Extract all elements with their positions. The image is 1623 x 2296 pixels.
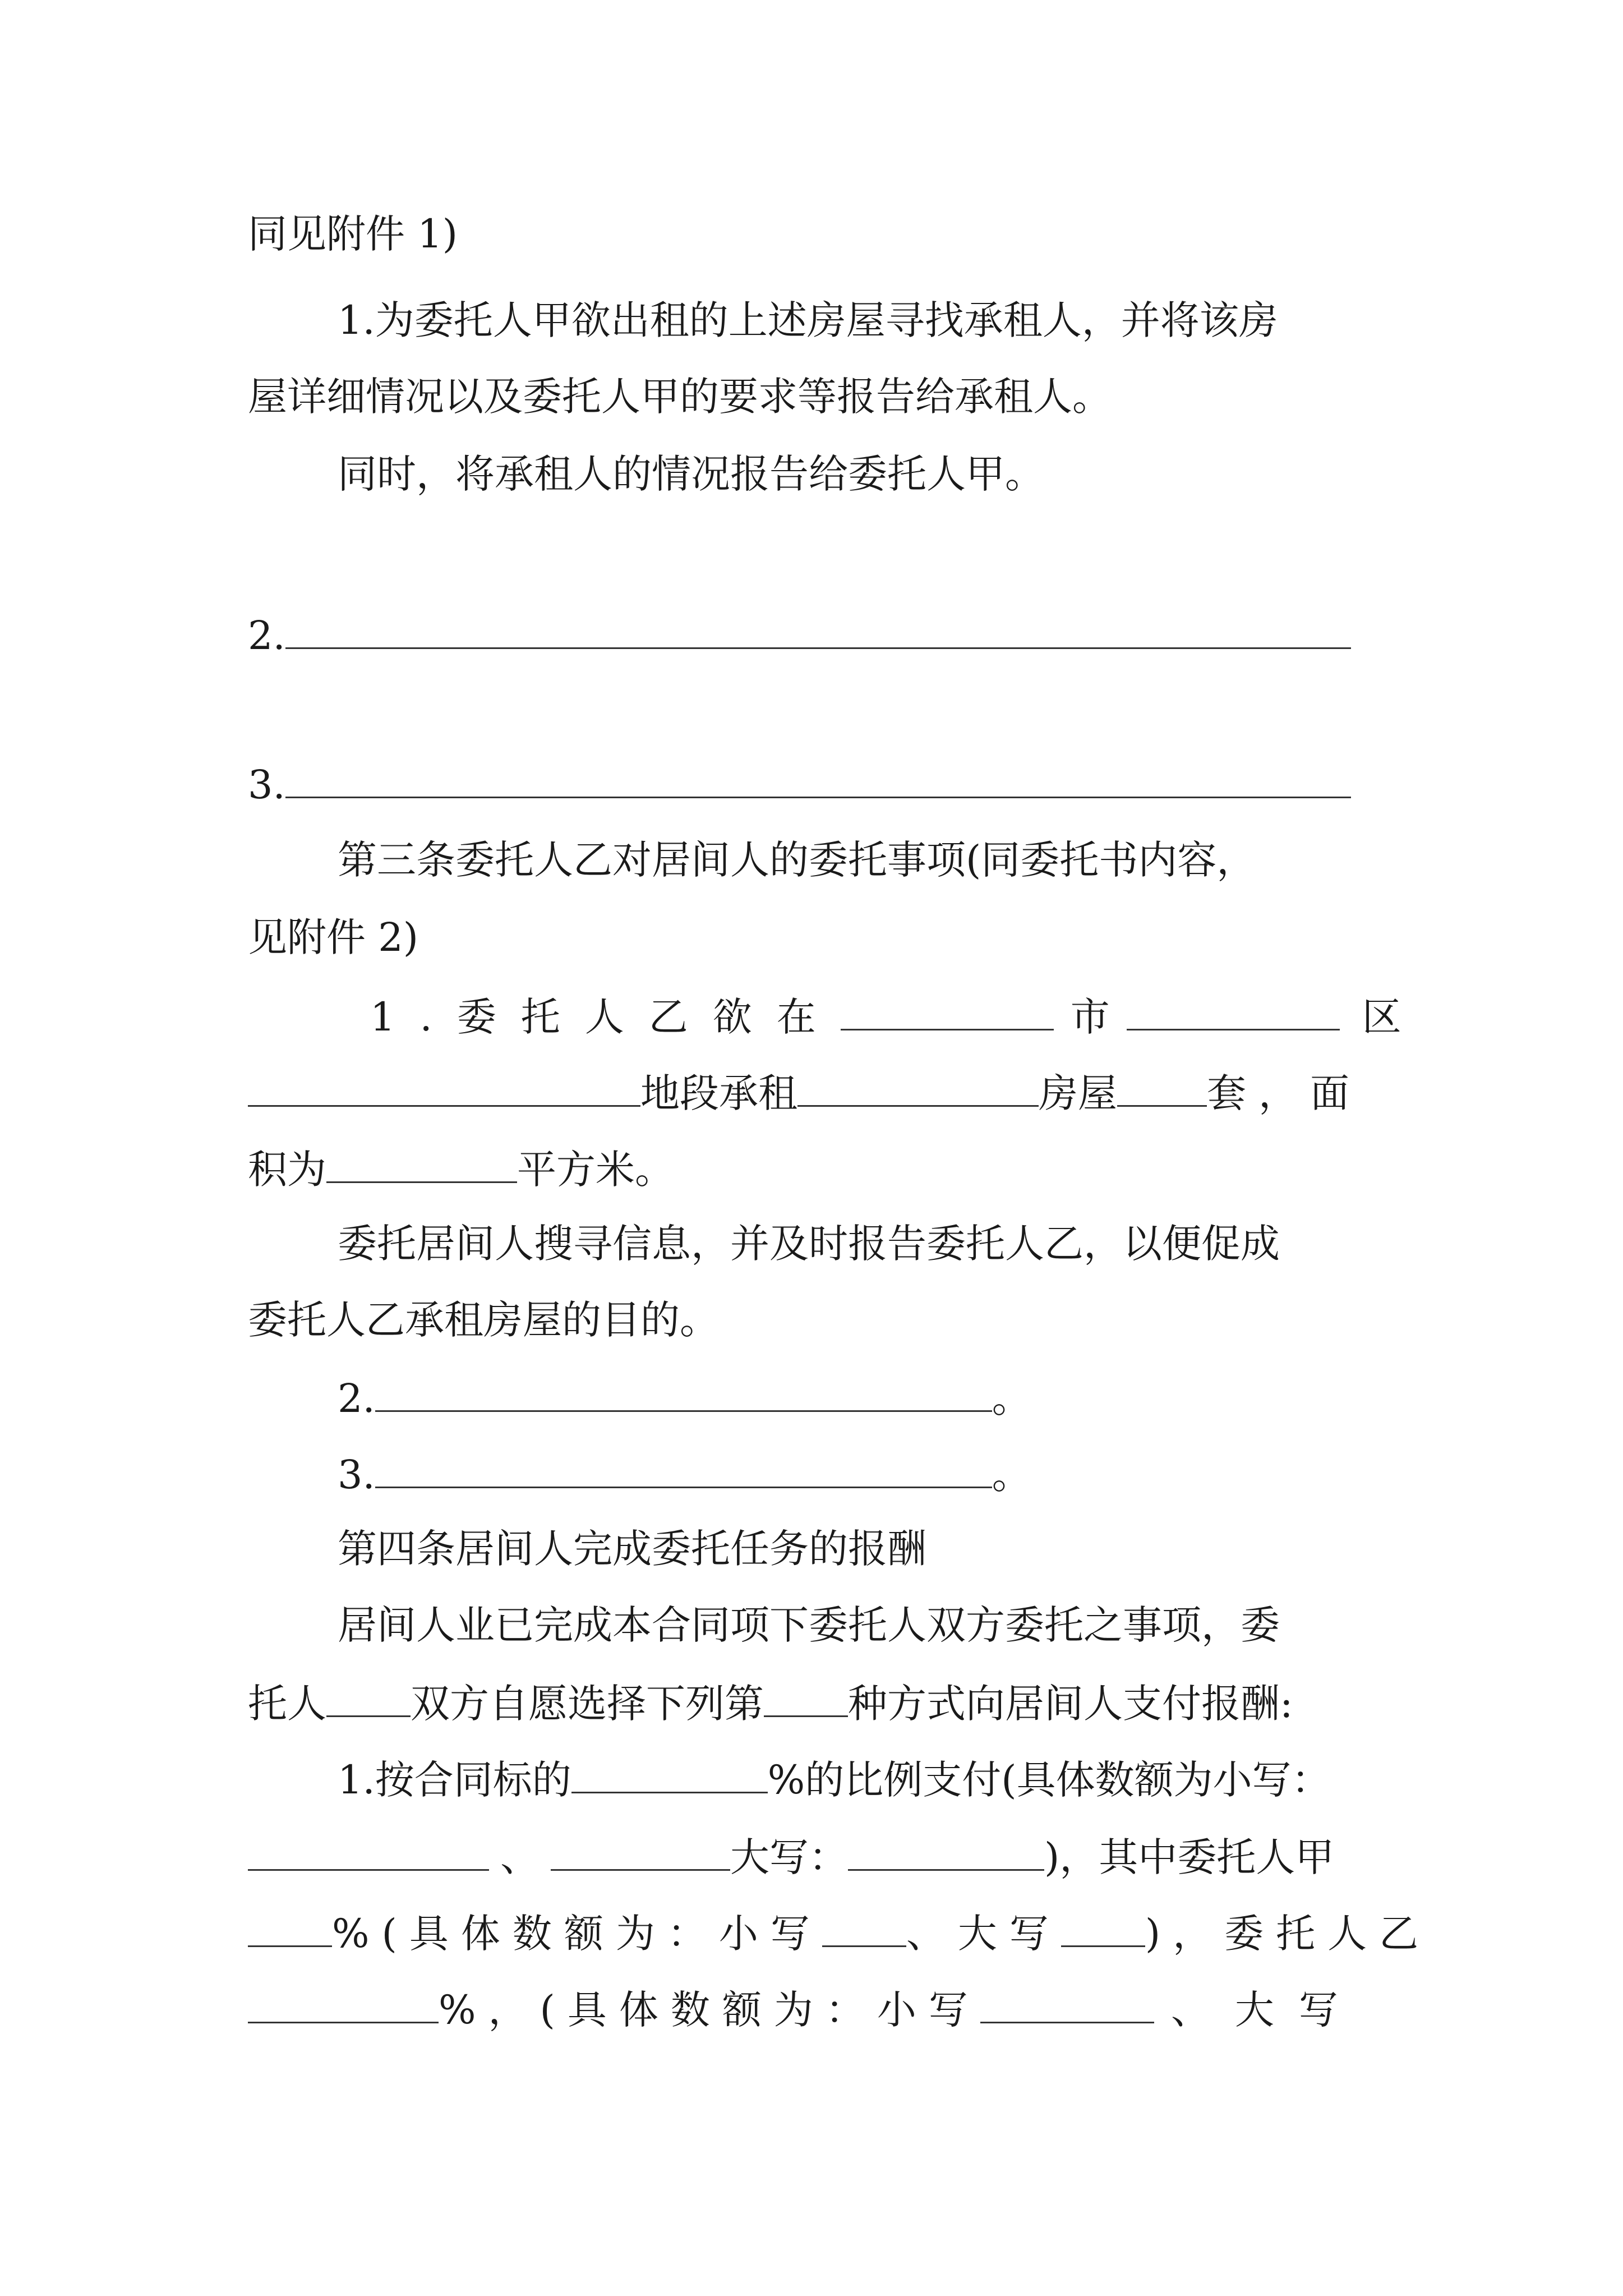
blank-line — [841, 990, 1054, 1030]
doc-line — [338, 1218, 1280, 1269]
doc-text: 、 — [500, 1834, 540, 1880]
section-heading: 第三条委托人乙对居间人的委托事项(同委托书内容， — [338, 837, 1256, 883]
doc-text: 、大写 — [1170, 1987, 1363, 2033]
doc-line — [338, 1752, 1331, 1805]
doc-text: 平方米。 — [517, 1147, 674, 1193]
doc-text: 1.委托人乙欲在 — [370, 994, 841, 1040]
blank-line — [326, 1142, 517, 1183]
doc-text: 双方自愿选择下列第 — [411, 1681, 764, 1727]
section-heading: 第四条居间人完成委托任务的报酬 — [338, 1526, 926, 1572]
doc-line — [370, 990, 1401, 1042]
doc-line — [248, 1906, 1431, 1959]
blank-line — [326, 1676, 411, 1717]
doc-line — [338, 1371, 1031, 1424]
doc-text: %，(具体数额为：小写 — [439, 1987, 980, 2033]
blank-line — [980, 1982, 1154, 2023]
doc-line — [248, 757, 1351, 810]
doc-text: 。 — [992, 1452, 1031, 1498]
doc-line — [248, 371, 1112, 422]
doc-text: 委托人乙承租房屋的目的。 — [248, 1297, 719, 1343]
blank-line — [1061, 1906, 1145, 1947]
doc-text: 居间人业已完成本合同项下委托人双方委托之事项，委 — [338, 1602, 1280, 1648]
doc-text: 大写： — [730, 1834, 848, 1880]
blank-line — [571, 1752, 768, 1793]
doc-text: 种方式向居间人支付报酬: — [848, 1681, 1293, 1727]
blank-line — [375, 1447, 992, 1488]
doc-text: 1.为委托人甲欲出租的上述房屋寻找承租人，并将该房 — [338, 297, 1278, 343]
doc-text: 委托居间人搜寻信息，并及时报告委托人乙，以便促成 — [338, 1221, 1280, 1267]
doc-text: %的比例支付(具体数额为小写： — [767, 1757, 1331, 1803]
blank-line — [764, 1676, 848, 1717]
doc-text: )，其中委托人甲 — [1044, 1834, 1335, 1880]
blank-line — [822, 1906, 906, 1947]
doc-line — [338, 295, 1278, 346]
doc-text: 、大写 — [906, 1911, 1061, 1957]
item-number: 2. — [338, 1375, 375, 1421]
item-number: 3. — [248, 762, 285, 808]
blank-line — [285, 757, 1351, 798]
doc-text: 房屋 — [1039, 1070, 1117, 1116]
blank-line — [375, 1371, 992, 1412]
doc-line — [248, 1676, 1293, 1729]
doc-line — [248, 1830, 1334, 1883]
doc-text: %(具体数额为：小写 — [332, 1911, 822, 1957]
item-number: 3. — [338, 1452, 375, 1498]
doc-line — [248, 1066, 1362, 1119]
doc-line — [338, 1447, 1031, 1500]
doc-line — [338, 1524, 926, 1574]
doc-text: 屋详细情况以及委托人甲的要求等报告给承租人。 — [248, 374, 1112, 420]
blank-line — [248, 1066, 640, 1107]
blank-line — [797, 1066, 1039, 1107]
doc-line — [248, 1295, 719, 1345]
doc-line — [338, 835, 1256, 885]
blank-line — [285, 608, 1351, 649]
doc-text: 托人 — [248, 1681, 326, 1727]
doc-text: 市 — [1070, 994, 1110, 1040]
doc-line — [248, 1982, 1363, 2035]
blank-line — [1127, 990, 1340, 1030]
blank-line — [248, 1906, 332, 1947]
blank-line — [248, 1982, 439, 2023]
doc-text: 同时，将承租人的情况报告给委托人甲。 — [338, 451, 1044, 497]
blank-line — [1117, 1066, 1207, 1107]
doc-text: 地段承租 — [640, 1070, 797, 1116]
doc-text: 积为 — [248, 1147, 326, 1193]
blank-line — [848, 1830, 1044, 1871]
doc-line — [338, 449, 1044, 499]
doc-text: )，委托人乙 — [1145, 1911, 1431, 1957]
doc-line — [248, 912, 418, 963]
doc-text: 1.按合同标的 — [338, 1757, 571, 1803]
doc-text: 。 — [992, 1375, 1031, 1421]
doc-text: 见附件 2) — [248, 914, 419, 960]
doc-text: 同见附件 1) — [248, 211, 458, 257]
blank-line — [551, 1830, 730, 1871]
doc-text: 区 — [1362, 994, 1401, 1040]
blank-line — [248, 1830, 489, 1871]
doc-line — [338, 1600, 1280, 1650]
item-number: 2. — [248, 613, 285, 659]
doc-text: 套，面 — [1207, 1070, 1362, 1116]
doc-line — [248, 608, 1351, 661]
doc-line — [248, 1142, 674, 1195]
doc-line — [248, 209, 458, 259]
